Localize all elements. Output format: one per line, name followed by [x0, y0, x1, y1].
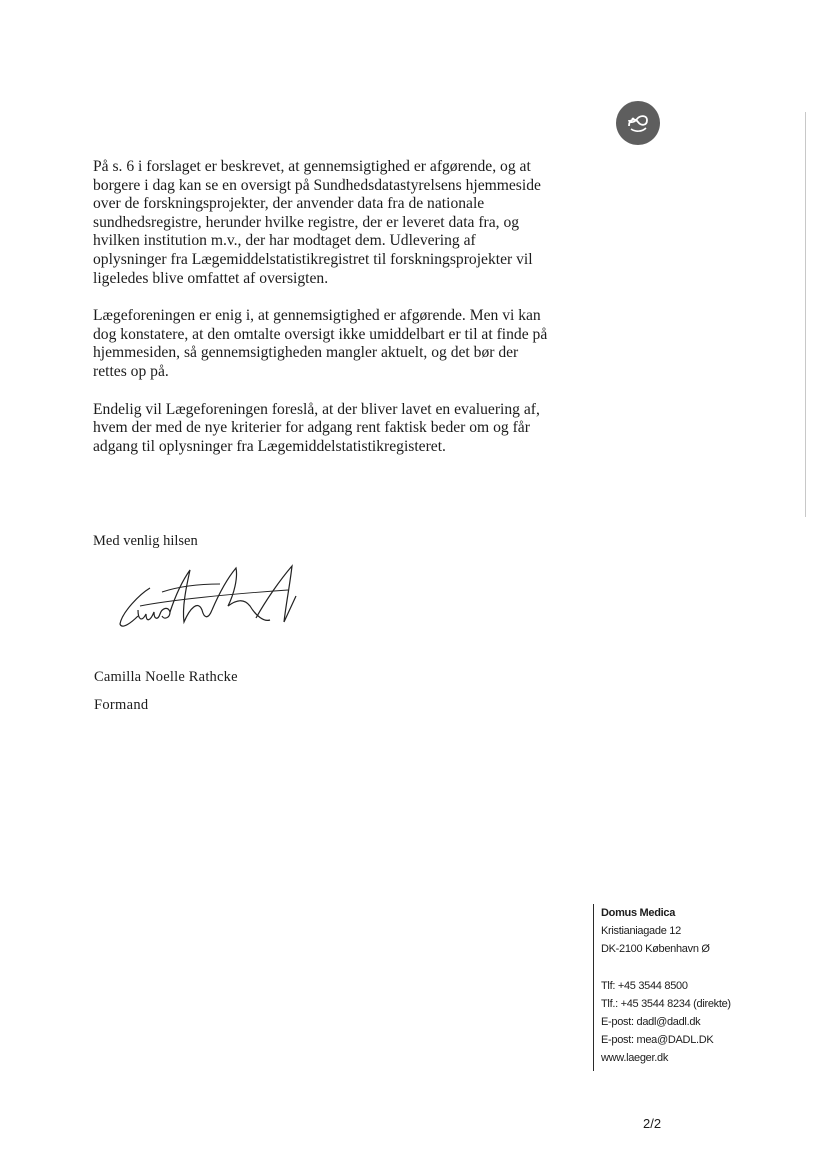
signer-name: Camilla Noelle Rathcke: [94, 669, 238, 685]
email-address: E-post: dadl@dadl.dk: [601, 1016, 701, 1029]
phone-number: Tlf: +45 3544 8500: [601, 979, 688, 992]
email-address: E-post: mea@DADL.DK: [601, 1034, 714, 1047]
serpent-emblem-icon: [623, 108, 653, 138]
address-block: [593, 904, 731, 1071]
organization-name: Domus Medica: [601, 907, 676, 919]
postal-city: DK-2100 København Ø: [601, 943, 710, 956]
address-spacer: [601, 959, 731, 977]
letter-body: [93, 158, 553, 475]
signer-title: Formand: [94, 697, 149, 713]
direct-phone-number: Tlf.: +45 3544 8234 (direkte): [601, 997, 731, 1010]
paragraph: På s. 6 i forslaget er beskrevet, at gennemsigtighed er afgørende, og at borgere i dag kan se en oversigt på Sundhedsdatastyrelsens hjemmeside over de forskningsprojekter, der anvender data fra de nationale sundhedsregistre, herunder hvilke registre, der er leveret data fra, og hvilken institution m.v., der har modtaget dem. Udlevering af oplysninger fra Lægemiddelstatistikregistret til forskningsprojekter vil ligeledes blive omfattet af oversigten.: [93, 158, 541, 287]
paragraph: Endelig vil Lægeforeningen foreslå, at der bliver lavet en evaluering af, hvem der med de nye kriterier for adgang rent faktisk beder om og får adgang til oplysninger fra Lægemiddelstatistikregisteret.: [93, 400, 540, 455]
street-address: Kristianiagade 12: [601, 925, 681, 938]
association-logo: [616, 101, 660, 145]
website-link[interactable]: www.laeger.dk: [601, 1052, 669, 1065]
handwritten-signature: [110, 560, 305, 635]
paragraph: Lægeforeningen er enig i, at gennemsigtighed er afgørende. Men vi kan dog konstatere, at den omtalte oversigt ikke umiddelbart er til at finde på hjemmesiden, så gennemsigtigheden mangler aktuelt, og det bør der rettes op på.: [93, 307, 548, 380]
scan-edge-line: [805, 112, 806, 517]
closing-greeting: Med venlig hilsen: [93, 533, 198, 549]
page-number: 2/2: [643, 1116, 662, 1131]
